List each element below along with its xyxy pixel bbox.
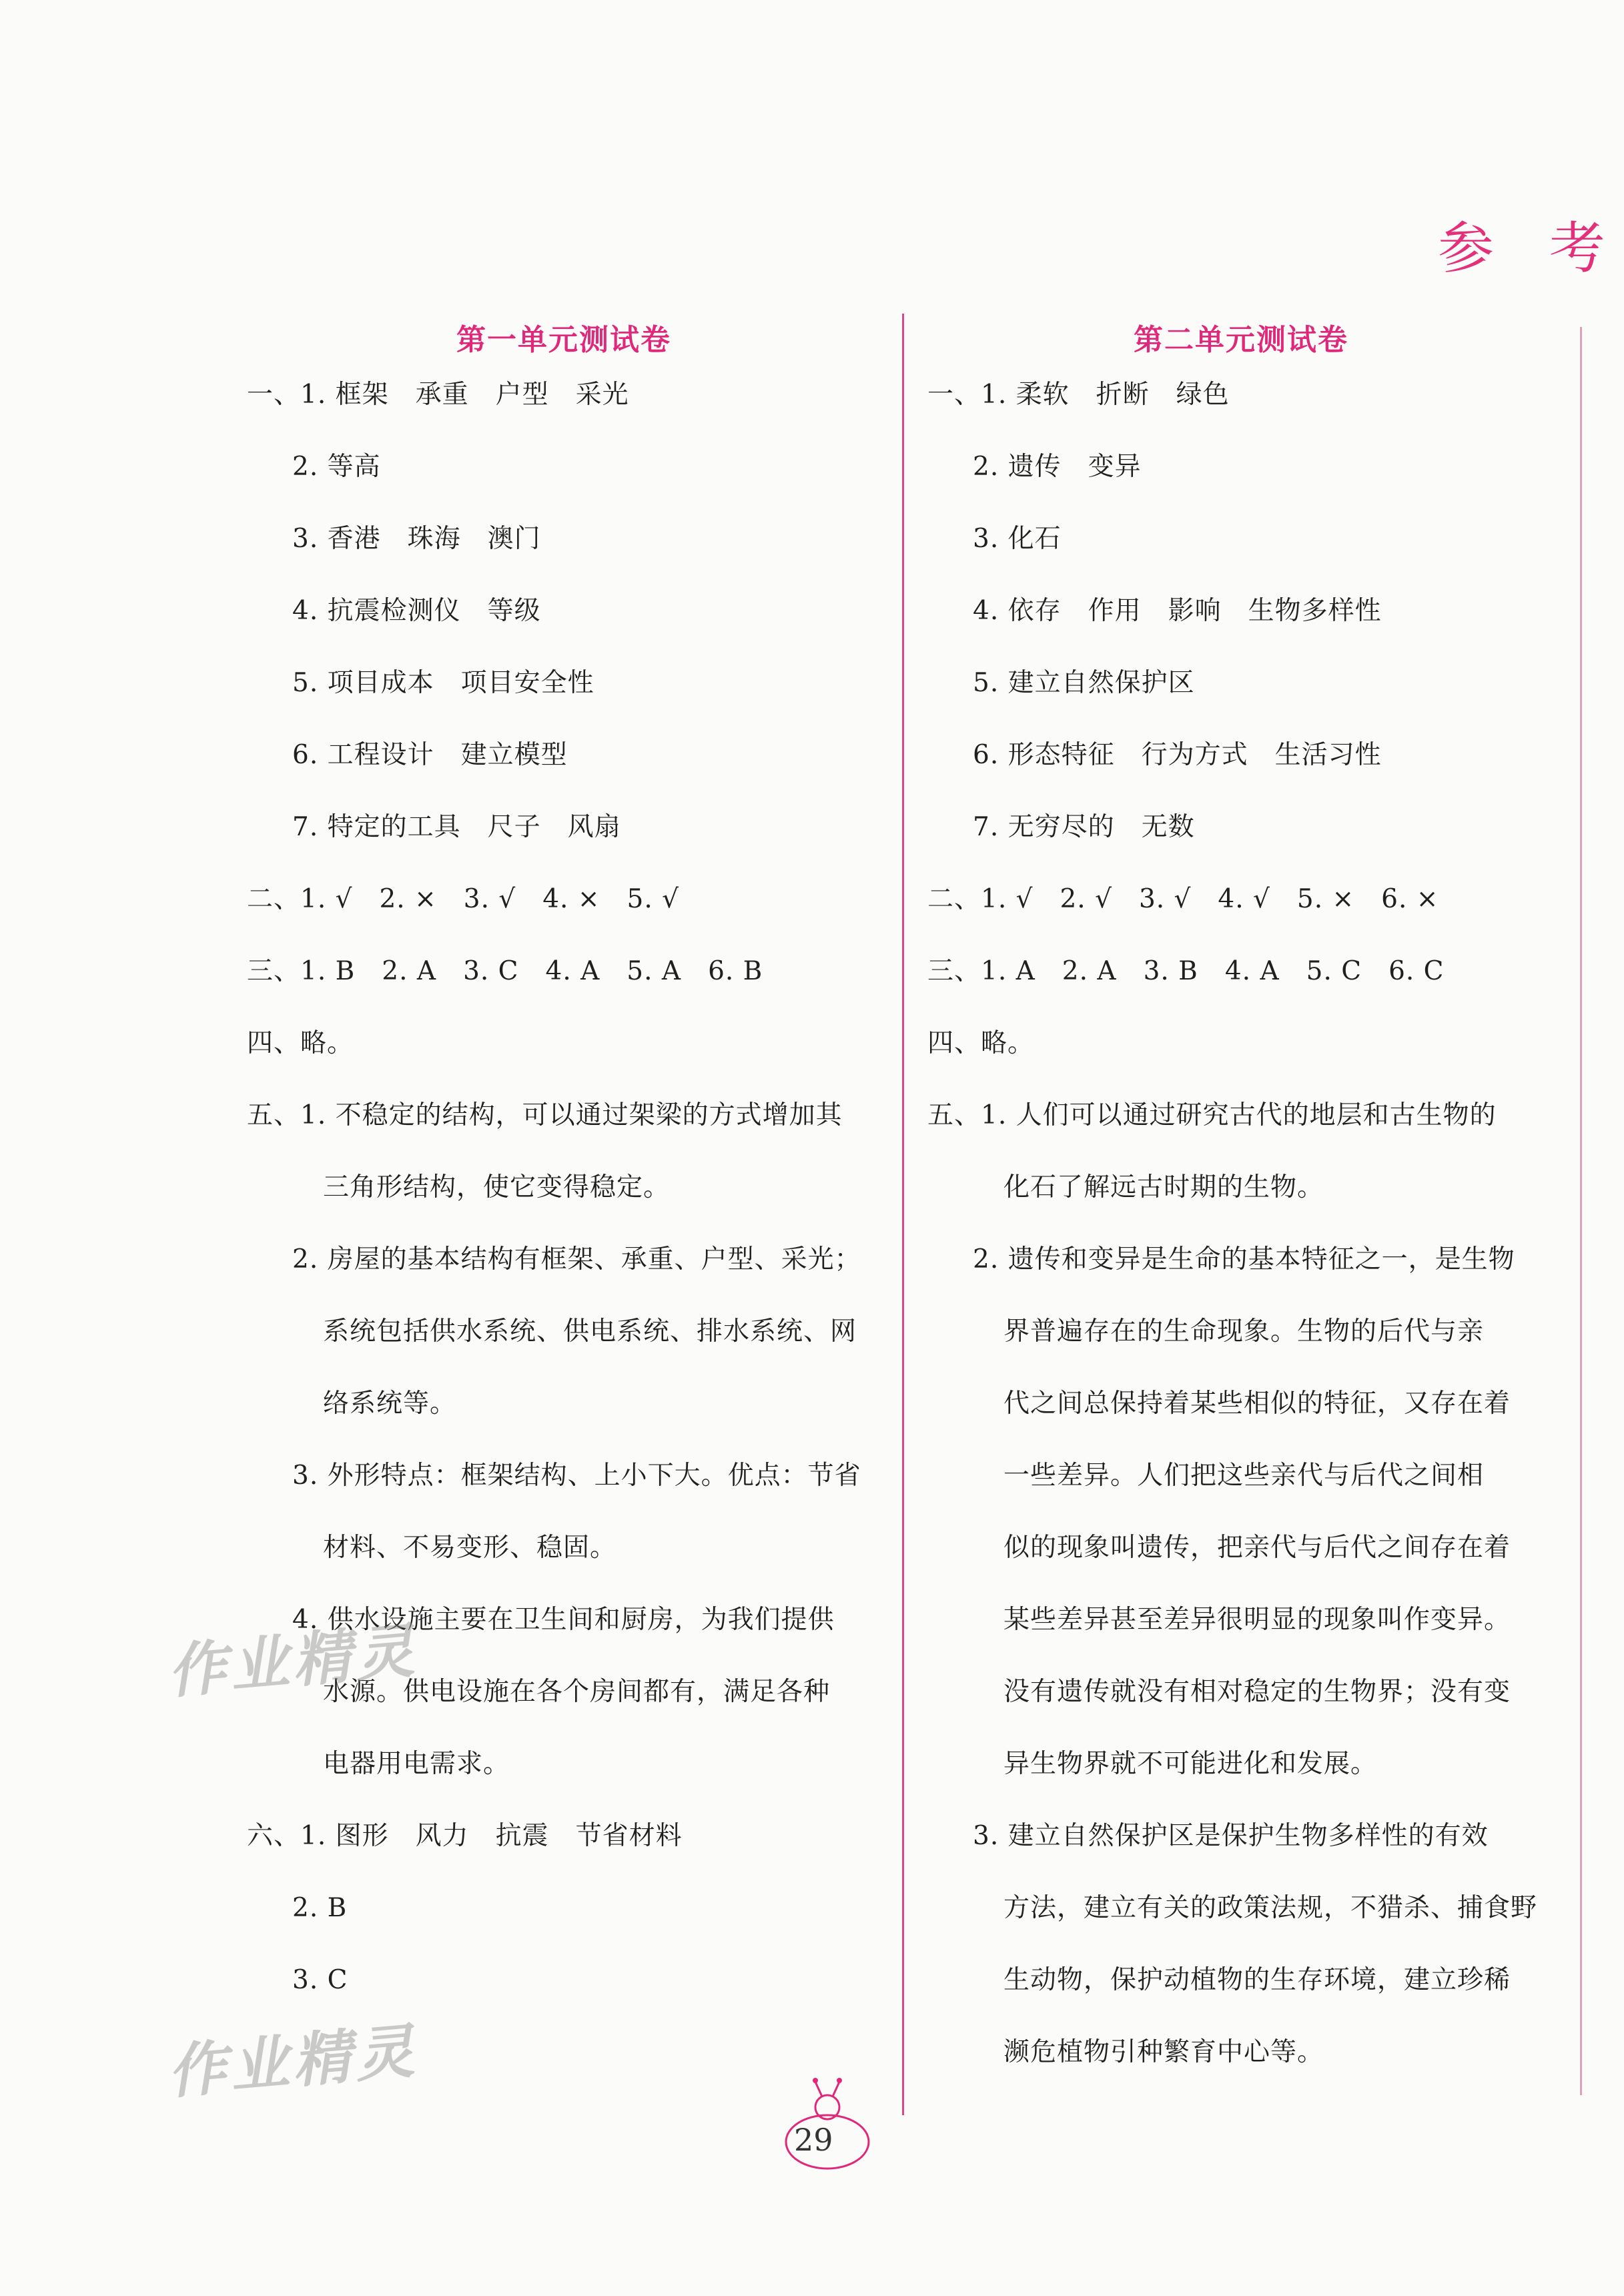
answer-text: 3. √: [1138, 884, 1192, 914]
answer-text: 采光: [575, 380, 629, 410]
answer-text: 2. ×: [379, 884, 437, 914]
answer-line: [247, 374, 881, 446]
answer-text: 5. 建立自然保护区: [973, 668, 1195, 698]
right-margin-line: [1580, 327, 1582, 2095]
answer-text: 变异: [1088, 452, 1142, 482]
answer-text: 2. 房屋的基本结构有框架、承重、户型、采光；: [292, 1244, 861, 1274]
answer-line: [247, 662, 881, 734]
answer-text: 风力: [415, 1821, 469, 1851]
answer-text: 系统包括供水系统、供电系统、排水系统、网: [323, 1316, 857, 1347]
page-number-badge: [774, 2075, 881, 2175]
answer-line: [247, 1022, 881, 1094]
page-header-title: 参 考: [1438, 216, 1624, 281]
answer-text: 3. C: [292, 1965, 348, 1995]
answer-text: 3. C: [463, 956, 519, 986]
answer-line: [247, 1238, 881, 1310]
answer-line: [247, 1743, 881, 1815]
answer-text: 一些差异。人们把这些亲代与后代之间相: [1003, 1461, 1485, 1491]
answer-text: 项目安全性: [460, 668, 594, 698]
answer-line: [247, 590, 881, 662]
answer-text: 三、1. A: [927, 956, 1036, 986]
answer-line: [927, 1022, 1555, 1094]
answer-line: [247, 518, 881, 590]
answer-text: 濒危植物引种繁育中心等。: [1003, 2037, 1324, 2067]
answer-text: 某些差异甚至差异很明显的现象叫作变异。: [1003, 1605, 1511, 1635]
answer-line: [927, 2031, 1555, 2103]
answer-line: [927, 446, 1555, 518]
answer-line: [927, 878, 1555, 950]
watermark-text: 作业精灵: [164, 1615, 421, 1707]
answer-text: 尺子: [487, 812, 541, 842]
answer-line: [927, 1527, 1555, 1599]
answer-line: [247, 878, 881, 950]
answer-line: [247, 1166, 881, 1238]
answer-text: 行为方式: [1141, 740, 1248, 770]
answer-text: 6. 形态特征: [973, 740, 1115, 770]
answer-list-unit-1: [247, 374, 881, 2031]
answer-text: 6. C: [1388, 956, 1445, 986]
answer-line: [927, 1743, 1555, 1815]
answer-text: 绿色: [1176, 380, 1230, 410]
answer-line: [927, 1238, 1555, 1310]
answer-text: 7. 特定的工具: [292, 812, 461, 842]
answer-text: 材料、不易变形、稳固。: [323, 1533, 617, 1563]
left-column: [247, 320, 881, 2031]
answer-text: 一、1. 框架: [247, 380, 389, 410]
answer-line: [247, 1527, 881, 1599]
answer-text: 5. 项目成本: [292, 668, 434, 698]
answer-line: [927, 1310, 1555, 1383]
answer-text: 户型: [495, 380, 549, 410]
answer-text: 二、1. √: [927, 884, 1034, 914]
answer-text: 络系统等。: [323, 1389, 457, 1419]
answer-text: 化石了解远古时期的生物。: [1003, 1172, 1324, 1202]
answer-text: 4. A: [1224, 956, 1280, 986]
answer-line: [247, 1815, 881, 1887]
answer-text: 3. 建立自然保护区是保护生物多样性的有效: [973, 1821, 1489, 1851]
answer-text: 2. 遗传: [973, 452, 1062, 482]
answer-text: 4. √: [1218, 884, 1270, 914]
answer-line: [927, 1166, 1555, 1238]
answer-text: 4. 供水设施主要在卫生间和厨房，为我们提供: [292, 1605, 835, 1635]
answer-text: 7. 无穷尽的: [973, 812, 1115, 842]
answer-text: 四、略。: [927, 1028, 1035, 1058]
answer-text: 4. 依存: [973, 596, 1062, 626]
answer-text: 3. √: [463, 884, 516, 914]
answer-text: 6. B: [708, 956, 763, 986]
answer-text: 建立模型: [460, 740, 568, 770]
right-column: [927, 320, 1555, 2103]
answer-line: [247, 1310, 881, 1383]
answer-text: 五、1. 人们可以通过研究古代的地层和古生物的: [927, 1100, 1497, 1130]
answer-text: 似的现象叫遗传，把亲代与后代之间存在着: [1003, 1533, 1511, 1563]
answer-text: 方法，建立有关的政策法规，不猎杀、捕食野: [1003, 1893, 1538, 1923]
answer-line: [927, 590, 1555, 662]
answer-line: [247, 1094, 881, 1166]
answer-text: 2. √: [1060, 884, 1112, 914]
answer-line: [247, 950, 881, 1022]
answer-text: 节省材料: [575, 1821, 683, 1851]
answer-text: 界普遍存在的生命现象。生物的后代与亲: [1003, 1316, 1485, 1347]
answer-text: 影响: [1168, 596, 1222, 626]
answer-text: 代之间总保持着某些相似的特征，又存在着: [1003, 1389, 1511, 1419]
answer-line: [927, 1887, 1555, 1959]
answer-text: 珠海: [407, 524, 461, 554]
answer-text: 生物多样性: [1248, 596, 1382, 626]
answer-line: [927, 374, 1555, 446]
answer-line: [247, 446, 881, 518]
answer-text: 风扇: [567, 812, 621, 842]
answer-text: 5. C: [1306, 956, 1362, 986]
answer-line: [927, 1383, 1555, 1455]
answer-text: 5. A: [627, 956, 682, 986]
answer-line: [927, 1455, 1555, 1527]
answer-text: 3. B: [1143, 956, 1198, 986]
answer-text: 一、1. 柔软: [927, 380, 1070, 410]
answer-text: 5. √: [627, 884, 679, 914]
answer-text: 2. B: [292, 1893, 348, 1923]
answer-line: [927, 662, 1555, 734]
answer-line: [927, 950, 1555, 1022]
answer-text: 五、1. 不稳定的结构，可以通过架梁的方式增加其: [247, 1100, 843, 1130]
answer-text: 澳门: [487, 524, 541, 554]
page-number: 29: [794, 2122, 833, 2158]
answer-text: 6. ×: [1381, 884, 1439, 914]
answer-line: [927, 734, 1555, 806]
answer-text: 4. ×: [542, 884, 600, 914]
answer-text: 电器用电需求。: [323, 1749, 510, 1779]
answer-text: 承重: [415, 380, 469, 410]
answer-text: 三、1. B: [247, 956, 356, 986]
answer-text: 无数: [1141, 812, 1195, 842]
section-title-unit-1: 第一单元测试卷: [456, 323, 671, 357]
answer-text: 六、1. 图形: [247, 1821, 389, 1851]
answer-line: [927, 1599, 1555, 1671]
answer-text: 2. 等高: [292, 452, 381, 482]
answer-text: 3. 化石: [973, 524, 1062, 554]
answer-text: 三角形结构，使它变得稳定。: [323, 1172, 671, 1202]
answer-text: 生活习性: [1274, 740, 1382, 770]
answer-text: 6. 工程设计: [292, 740, 434, 770]
answer-line: [927, 1959, 1555, 2031]
answer-text: 四、略。: [247, 1028, 354, 1058]
answer-line: [927, 1815, 1555, 1887]
answer-text: 4. 抗震检测仪: [292, 596, 461, 626]
answer-text: 作用: [1088, 596, 1142, 626]
answer-line: [247, 806, 881, 878]
column-divider: [902, 314, 904, 2115]
answer-text: 没有遗传就没有相对稳定的生物界；没有变: [1003, 1677, 1511, 1707]
answer-text: 折断: [1096, 380, 1150, 410]
answer-line: [247, 1383, 881, 1455]
answer-text: 5. ×: [1296, 884, 1355, 914]
answer-line: [927, 518, 1555, 590]
answer-line: [247, 1887, 881, 1959]
answer-text: 二、1. √: [247, 884, 353, 914]
answer-text: 异生物界就不可能进化和发展。: [1003, 1749, 1378, 1779]
answer-line: [927, 1671, 1555, 1743]
answer-text: 3. 香港: [292, 524, 381, 554]
answer-line: [927, 806, 1555, 878]
answer-line: [927, 1094, 1555, 1166]
watermark-text: 作业精灵: [164, 2016, 421, 2107]
answer-text: 等级: [487, 596, 541, 626]
answer-text: 水源。供电设施在各个房间都有，满足各种: [323, 1677, 831, 1707]
answer-text: 2. A: [382, 956, 437, 986]
answer-text: 抗震: [495, 1821, 549, 1851]
answer-text: 4. A: [545, 956, 600, 986]
answer-text: 2. A: [1062, 956, 1117, 986]
section-title-unit-2: 第二单元测试卷: [1134, 323, 1348, 357]
answer-text: 2. 遗传和变异是生命的基本特征之一，是生物: [973, 1244, 1515, 1274]
answer-line: [247, 734, 881, 806]
answer-text: 3. 外形特点：框架结构、上小下大。优点：节省: [292, 1461, 861, 1491]
answer-line: [247, 1455, 881, 1527]
answer-text: 生动物，保护动植物的生存环境，建立珍稀: [1003, 1965, 1511, 1995]
answer-list-unit-2: [927, 374, 1555, 2103]
